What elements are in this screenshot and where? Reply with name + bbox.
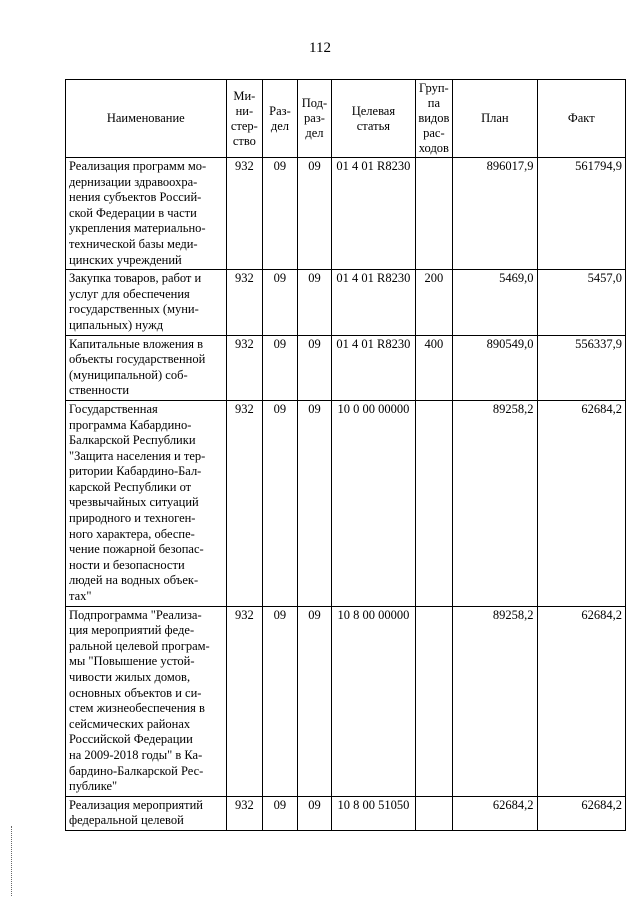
row-target: 10 8 00 00000: [332, 606, 415, 796]
row-subsection: 09: [297, 335, 332, 400]
header-target: Целевая статья: [332, 80, 415, 158]
row-target: 10 8 00 51050: [332, 796, 415, 830]
row-plan: 896017,9: [453, 158, 537, 270]
row-ministry: 932: [226, 796, 263, 830]
header-section: Раз- дел: [263, 80, 298, 158]
row-plan: 890549,0: [453, 335, 537, 400]
table-row: [66, 400, 626, 606]
row-plan: 89258,2: [453, 606, 537, 796]
header-group: Груп- па видов рас- ходов: [415, 80, 453, 158]
row-group: [415, 400, 453, 606]
row-group: [415, 606, 453, 796]
row-name: Закупка товаров, работ и услуг для обеспечения государственных (муни- ципальных) нужд: [66, 270, 227, 335]
row-subsection: 09: [297, 158, 332, 270]
row-plan: 89258,2: [453, 400, 537, 606]
row-target: 01 4 01 R8230: [332, 335, 415, 400]
header-plan: План: [453, 80, 537, 158]
row-group: 400: [415, 335, 453, 400]
header-name: Наименование: [66, 80, 227, 158]
row-group: [415, 796, 453, 830]
row-ministry: 932: [226, 270, 263, 335]
row-fact: 5457,0: [537, 270, 625, 335]
page-number: 112: [309, 40, 331, 56]
row-plan: 5469,0: [453, 270, 537, 335]
header-subsection: Под- раз- дел: [297, 80, 332, 158]
row-target: 01 4 01 R8230: [332, 158, 415, 270]
row-section: 09: [263, 606, 298, 796]
row-subsection: 09: [297, 400, 332, 606]
row-subsection: 09: [297, 270, 332, 335]
header-fact: Факт: [537, 80, 625, 158]
row-ministry: 932: [226, 606, 263, 796]
row-name: Государственная программа Кабардино- Балкарской Республики "Защита населения и тер- ритории Кабардино-Бал- карской Республики от чрезвычайных ситуаций природного и техноген- ного характера, обеспе- чение пожарной безопас- ности и безопасности людей на водных объек- тах": [66, 400, 227, 606]
row-section: 09: [263, 400, 298, 606]
table-row: [66, 270, 626, 335]
table-row: [66, 796, 626, 830]
row-section: 09: [263, 796, 298, 830]
row-section: 09: [263, 335, 298, 400]
row-name: Реализация программ мо- дернизации здравоохра- нения субъектов Россий- ской Федерации в части укрепления материально- технической базы меди- цинских учреждений: [66, 158, 227, 270]
row-subsection: 09: [297, 606, 332, 796]
row-fact: 62684,2: [537, 796, 625, 830]
row-group: 200: [415, 270, 453, 335]
header-row: [66, 80, 626, 158]
table-row: [66, 158, 626, 270]
budget-table: [65, 79, 626, 831]
row-target: 10 0 00 00000: [332, 400, 415, 606]
table-row: [66, 335, 626, 400]
row-name: Реализация мероприятий федеральной целевой: [66, 796, 227, 830]
row-fact: 556337,9: [537, 335, 625, 400]
row-ministry: 932: [226, 400, 263, 606]
row-subsection: 09: [297, 796, 332, 830]
row-fact: 561794,9: [537, 158, 625, 270]
row-group: [415, 158, 453, 270]
row-ministry: 932: [226, 158, 263, 270]
row-plan: 62684,2: [453, 796, 537, 830]
row-name: Капитальные вложения в объекты государственной (муниципальной) соб- ственности: [66, 335, 227, 400]
table-row: [66, 606, 626, 796]
row-name: Подпрограмма "Реализа- ция мероприятий феде- ральной целевой програм- мы "Повышение устой- чивости жилых домов, основных объектов и си- стем жизнеобеспечения в сейсмических районах Российской Федерации на 2009-2018 годы" в Ка- бардино-Балкарской Рес- публике": [66, 606, 227, 796]
scan-edge-mark: [11, 826, 13, 896]
row-target: 01 4 01 R8230: [332, 270, 415, 335]
header-ministry: Ми- ни- стер- ство: [226, 80, 263, 158]
row-section: 09: [263, 270, 298, 335]
row-fact: 62684,2: [537, 400, 625, 606]
row-ministry: 932: [226, 335, 263, 400]
row-section: 09: [263, 158, 298, 270]
row-fact: 62684,2: [537, 606, 625, 796]
